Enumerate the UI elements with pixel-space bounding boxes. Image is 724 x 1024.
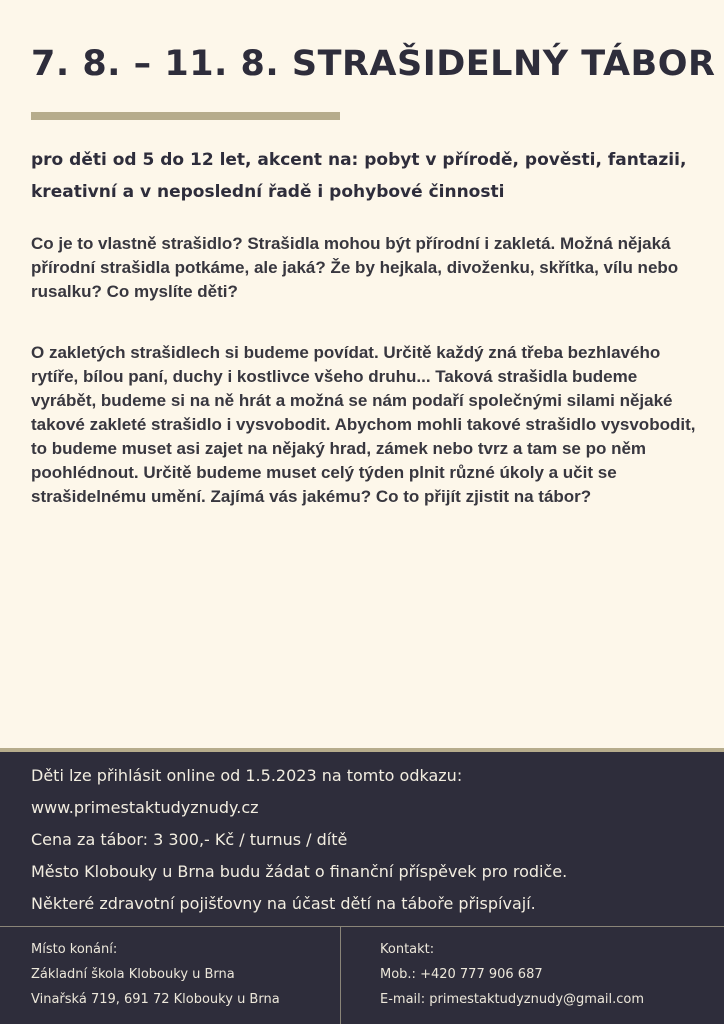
subsidy-town-text: Město Klobouky u Brna budu žádat o finanční příspěvek pro rodiče.	[31, 862, 568, 881]
page-title: 7. 8. – 11. 8. STRAŠIDELNÝ TÁBOR	[31, 44, 716, 84]
venue-address: Vinařská 719, 691 72 Klobouky u Brna	[31, 992, 280, 1007]
footer-divider-horizontal	[0, 926, 724, 927]
body-paragraph-2: O zakletých strašidlech si budeme povídat. Určitě každý zná třeba bezhlavého rytíře, bílou paní, duchy i kostlivce všeho druhu... Taková strašidla budeme vyrábět, budeme si na ně hrát a možná se nám podaří společnými silami nějaké takové zakleté strašidlo i vysvobodit. Abychom mohli takové strašidlo vysvobodit, to budeme muset asi zajet na nějaký hrad, zámek nebo tvrz a tam se po něm poohlédnout. Určitě budeme muset celý týden plnit různé úkoly a učit se strašidelnému umění. Zajímá vás jakému? Co to přijít zjistit na tábor?	[31, 343, 696, 506]
title-accent-bar	[31, 112, 340, 120]
price-text: Cena za tábor: 3 300,- Kč / turnus / dítě	[31, 830, 348, 849]
contact-label: Kontakt:	[380, 942, 435, 957]
venue-label: Místo konání:	[31, 942, 118, 957]
venue-block	[31, 937, 280, 1012]
registration-info	[31, 760, 701, 920]
info-panel-top-rule	[0, 748, 724, 752]
contact-phone[interactable]: Mob.: +420 777 906 687	[380, 967, 543, 982]
info-panel	[0, 748, 724, 1024]
body-paragraph-1: Co je to vlastně strašidlo? Strašidla mohou být přírodní i zakletá. Možná nějaká přírodní strašidla potkáme, ale jaká? Že by hejkala, divoženku, skřítka, vílu nebo rusalku? Co myslíte děti?	[31, 234, 679, 301]
venue-name: Základní škola Klobouky u Brna	[31, 967, 235, 982]
contact-email[interactable]: E-mail: primestaktudyznudy@gmail.com	[380, 992, 645, 1007]
page-subtitle: pro děti od 5 do 12 let, akcent na: pobyt v přírodě, pověsti, fantazii, kreativní a v neposlední řadě i pohybové činnosti	[31, 150, 687, 202]
website-link[interactable]: www.primestaktudyznudy.cz	[31, 798, 259, 817]
registration-text: Děti lze přihlásit online od 1.5.2023 na tomto odkazu:	[31, 766, 463, 785]
subsidy-insurance-text: Některé zdravotní pojišťovny na účast dětí na táboře přispívají.	[31, 894, 536, 913]
contact-block	[380, 937, 644, 1012]
footer-divider-vertical	[340, 927, 341, 1024]
